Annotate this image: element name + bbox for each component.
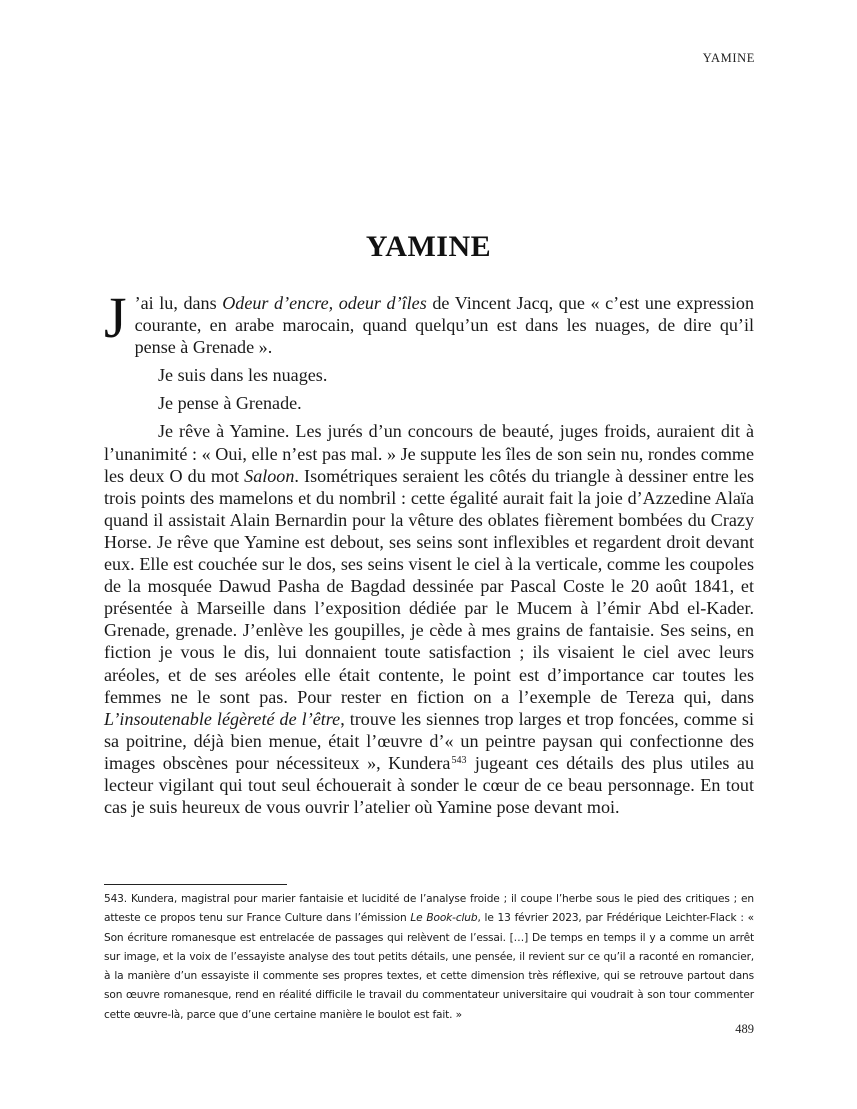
paragraph-main (104, 420, 754, 818)
program-title-italic: Le Book-club (410, 912, 478, 925)
page-number: 489 (735, 1022, 754, 1036)
book-title-italic: Odeur d’encre, odeur d’îles (222, 293, 427, 313)
running-head: YAMINE (702, 51, 755, 65)
text-run: , le 13 février 2023, par Frédérique Leichter-Flack : « Son écriture romanesque est entrelacée de passages qui relèvent de l’essai. […] De temps en temps il y a comme un arrêt sur image, et la voix de l’essayiste analyse des tout petits détails, une pensée, il revient sur ce qu’il a raconté en romancier, à la manière d’un essayiste il commente ses propres textes, et cette dimension très réflexive, qui se retrouve partout dans son œuvre romanesque, rend en réalité difficile le travail du commentateur universitaire qui voudrait à son tour commenter cette œuvre-là, parce que d’une certaine manière le boulot est fait. » (104, 912, 754, 1021)
text-run: Je rêve à Yamine. Les jurés d’un concours de beauté, juges froids, auraient dit à l’unanimité : « Oui, elle n’est pas mal. » Je suppute les îles de son sein nu, rondes comme les deux O du mot (104, 421, 754, 486)
text-run: ’ai lu, dans (134, 293, 223, 313)
drop-cap: J (104, 285, 127, 350)
text-run: . Isométriques seraient les côtés du triangle à dessiner entre les trois points des mamelons et du nombril : cette égalité aurait fait la joie d’Azzedine Alaïa quand il assistait Alain Bernardin pour la vêture des oblates fièrement bombées du Crazy Horse. Je rêve que Yamine est debout, ses seins sont inflexibles et regardent droit devant eux. Elle est couchée sur le dos, ses seins visent le ciel à la verticale, comme les coupoles de la mosquée Dawud Pasha de Bagdad dessinée par Pascal Coste le 20 août 1841, et présentée à Marseille dans l’exposition dédiée par le Mucem à l’émir Abd el-Kader. Grenade, grenade. J’enlève les goupilles, je cède à mes grains de fantaisie. Ses seins, en fiction je vous le dis, lui donnaient toute satisfaction ; ils visaient le ciel avec leurs aréoles, et de ses aréoles elle était contente, le point est d’importance car toutes les femmes ne le sont pas. Pour rester en fiction on a l’exemple de Tereza qui, dans (104, 465, 754, 707)
footnote-543 (104, 890, 754, 1025)
text-run: jugeant ces détails des plus utiles au lecteur vigilant qui tout seul échouerait à sonder le cœur de ce beau personnage. En tout cas je suis heureux de vous ouvrir l’atelier où Yamine pose devant moi. (104, 752, 754, 818)
italic-word: Saloon (244, 465, 295, 486)
footnote-reference[interactable]: 543 (451, 754, 467, 766)
text-run: de Vincent Jacq, que « c’est une expression courante, en arabe marocain, quand quelqu’un est dans les nuages, de dire qu’il pense à Grenade ». (134, 293, 754, 358)
text-run: , trouve les siennes trop larges et trop foncées, comme si sa poitrine, déjà bien menue, était l’œuvre d’« un peintre paysan qui confectionne des images obscènes pour nécessiteux », Kundera (104, 708, 754, 773)
book-title-italic: L’insoutenable légèreté de l’être (104, 708, 341, 729)
text-run: Kundera, magistral pour marier fantaisie et lucidité de l’analyse froide ; il coupe l’herbe sous le pied des critiques ; en atteste ce propos tenu sur France Culture dans l’émission (104, 893, 754, 925)
paragraph-opening (104, 285, 754, 358)
paragraph: Je pense à Grenade. (158, 393, 302, 414)
chapter-title: YAMINE (365, 230, 492, 263)
body-text (104, 285, 754, 824)
footnote-number: 543. (104, 893, 127, 905)
paragraph: Je suis dans les nuages. (158, 365, 328, 386)
footnote (104, 890, 754, 1025)
footnote-divider (104, 884, 287, 885)
